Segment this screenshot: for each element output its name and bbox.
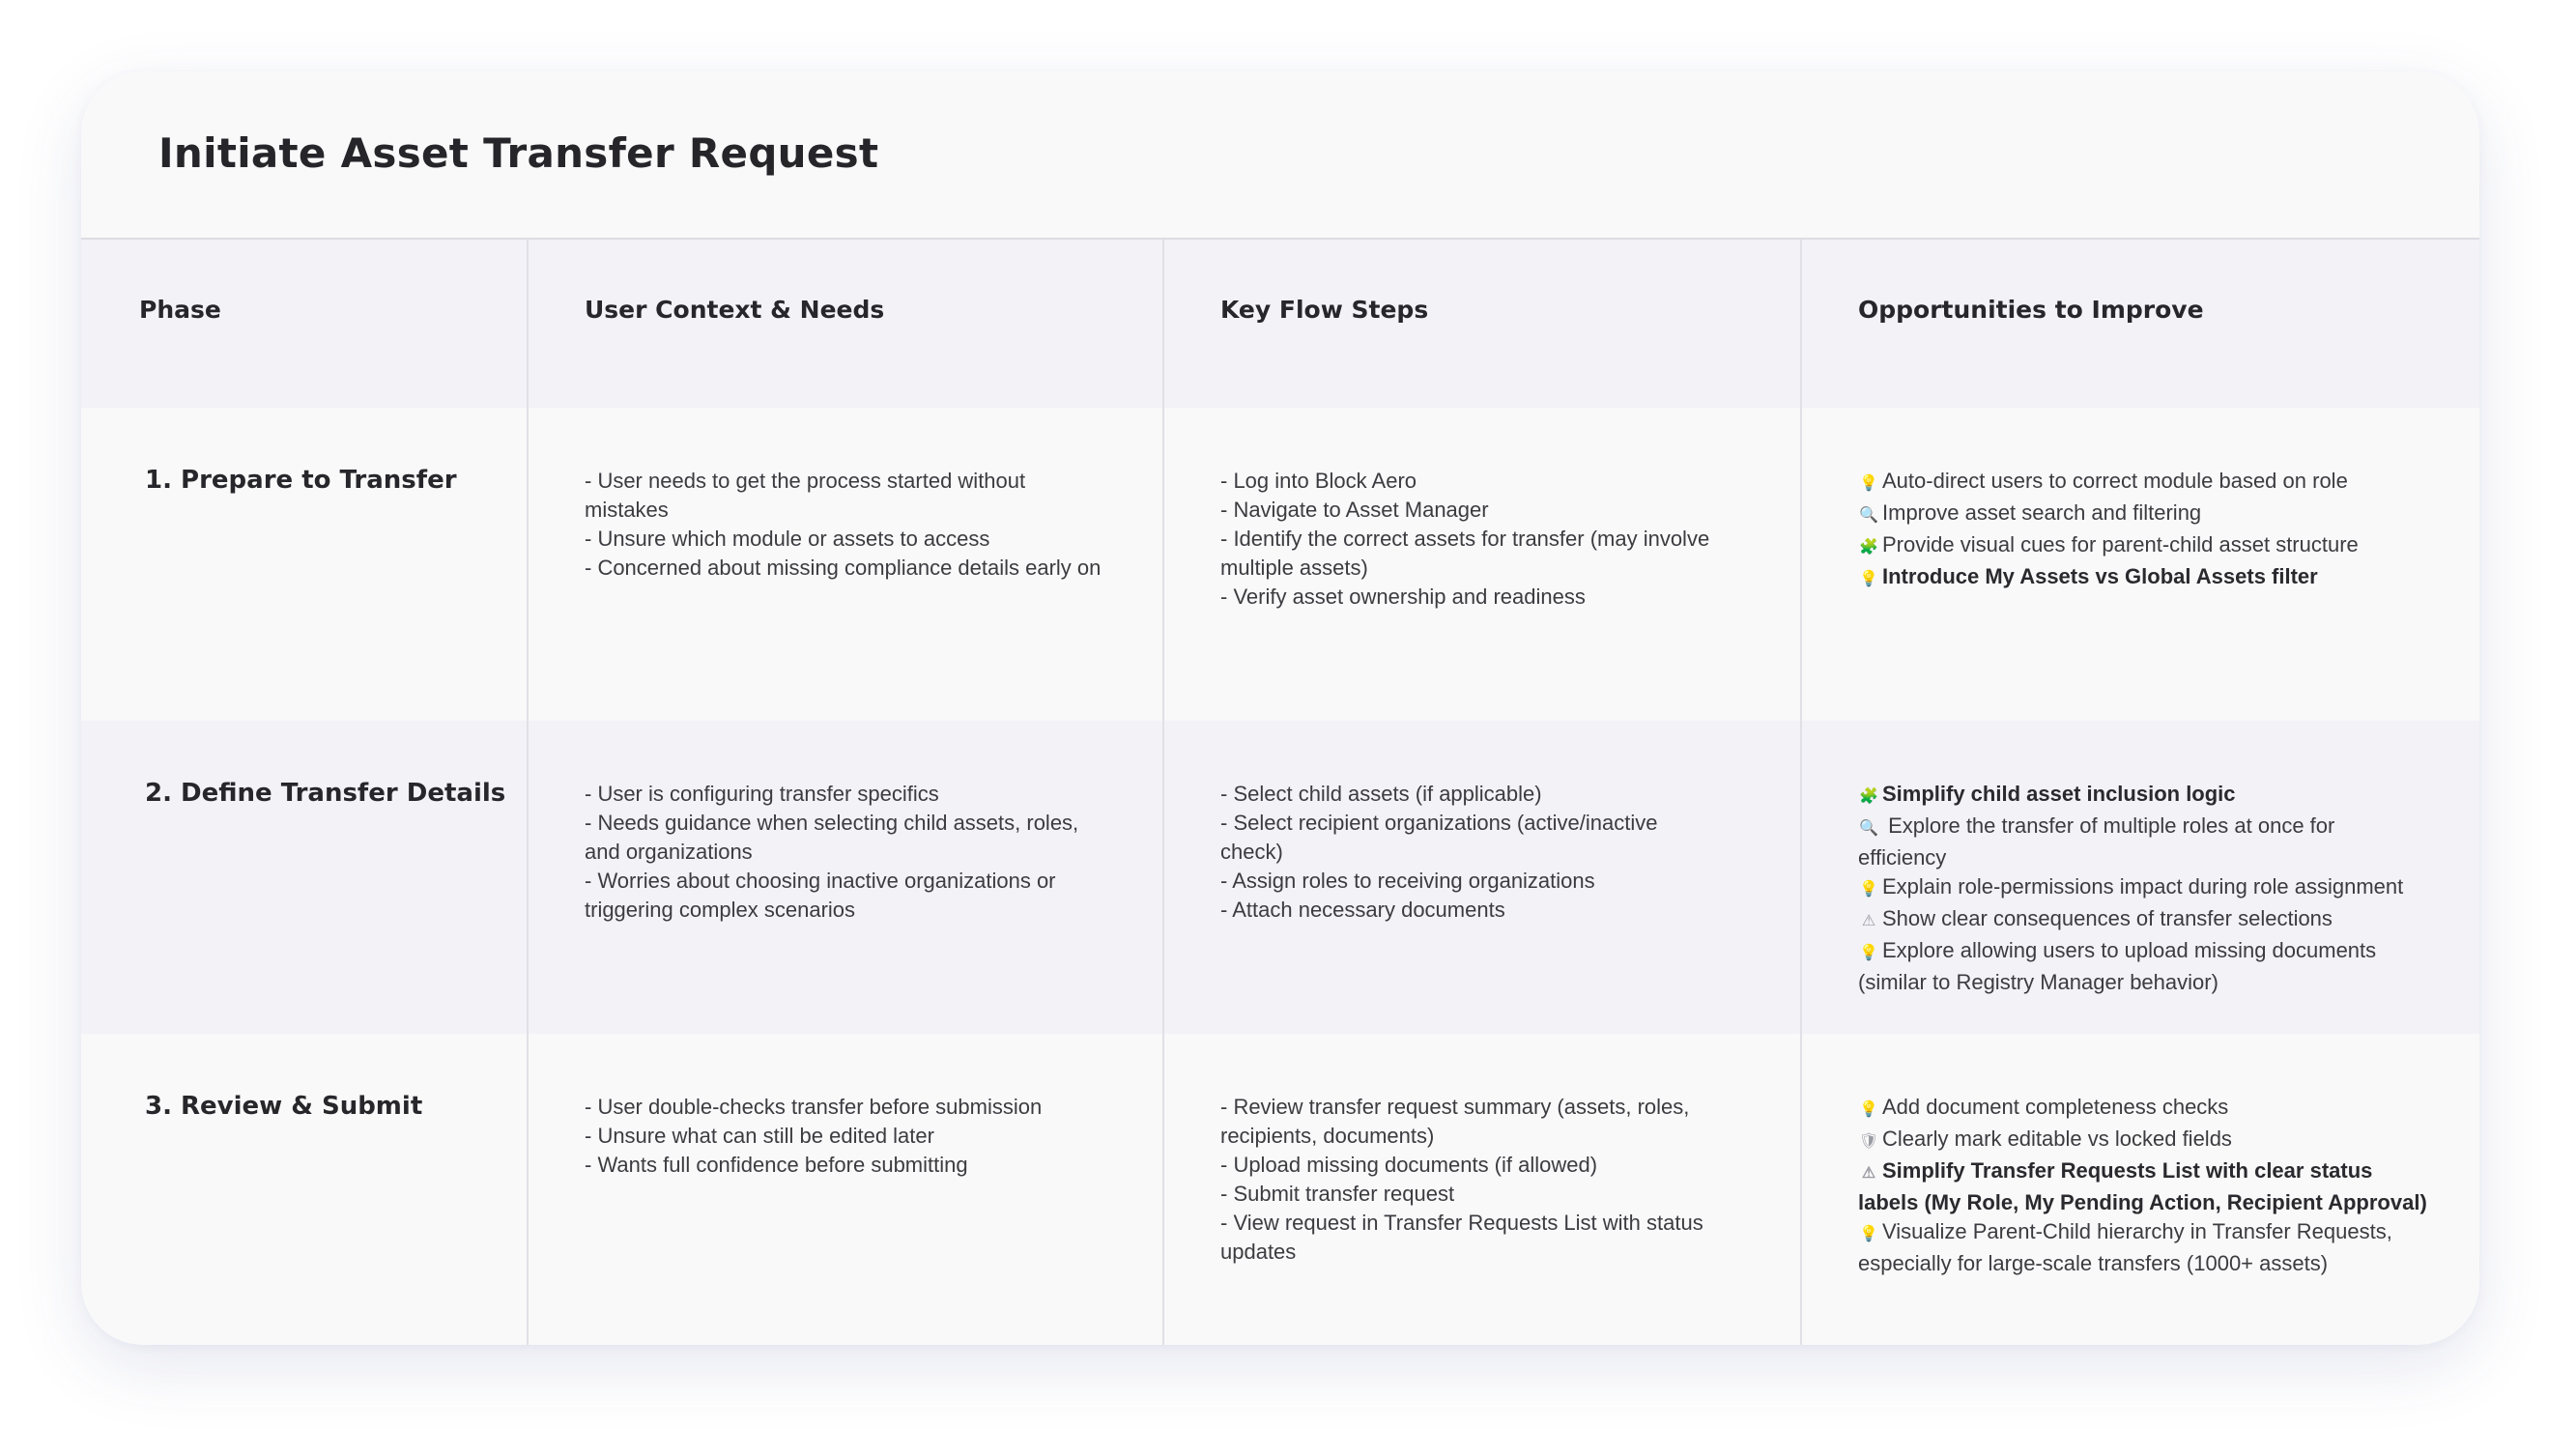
text-line: - Upload missing documents (if allowed) [1220,1153,1598,1177]
user-context-cell [585,780,1078,925]
text-line: - Log into Block Aero [1220,469,1417,493]
lightbulb-icon: 💡 [1859,1226,1878,1242]
warning-icon: ⚠ [1861,1165,1876,1182]
text-line: - User is configuring transfer specifics [585,782,939,806]
opportunity-item [1858,467,2359,499]
header-user-context: User Context & Needs [585,296,885,324]
text-line: - User needs to get the process started without [585,469,1026,493]
opportunity-text: Explain role-permissions impact during role assignment [1882,874,2404,899]
table-header-row [81,240,2479,408]
user-context-cell [585,467,1101,583]
journey-card [81,71,2479,1345]
key-flow-steps-cell [1220,467,1709,612]
page-title: Initiate Asset Transfer Request [158,129,879,177]
opportunity-item [1858,812,2403,843]
text-line: - Submit transfer request [1220,1182,1455,1206]
text-line: - Select child assets (if applicable) [1220,782,1542,806]
puzzle-icon: 🧩 [1859,539,1878,556]
opportunity-text: especially for large-scale transfers (1000+ assets) [1858,1251,2329,1275]
header-phase: Phase [139,296,221,324]
text-line: - Review transfer request summary (assets, roles, [1220,1095,1690,1119]
text-line: recipients, documents) [1220,1124,1435,1148]
phase-label: 2. Define Transfer Details [145,779,506,808]
opportunity-item [1858,499,2359,530]
opportunity-text: Improve asset search and filtering [1882,500,2202,525]
opportunity-text: Visualize Parent-Child hierarchy in Transfer Requests, [1882,1219,2392,1243]
opportunities-cell [1858,1093,2427,1278]
lightbulb-icon: 💡 [1859,945,1878,961]
opportunity-text: Add document completeness checks [1882,1095,2229,1119]
opportunity-text: Provide visual cues for parent-child asset structure [1882,532,2359,556]
text-line: - Assign roles to receiving organizations [1220,869,1595,893]
opportunities-cell [1858,467,2359,594]
text-line: - Unsure what can still be edited later [585,1124,934,1148]
text-line: - Concerned about missing compliance details early on [585,556,1102,580]
text-line: - User double-checks transfer before submission [585,1095,1043,1119]
magnifier-icon: 🔍 [1859,507,1878,524]
table-row [81,408,2479,721]
table-row [81,721,2479,1034]
opportunity-item [1858,1156,2427,1188]
opportunity-text: Explore the transfer of multiple roles at once for [1882,813,2335,838]
opportunity-text: Show clear consequences of transfer selections [1882,906,2333,930]
opportunity-item [1858,1249,2427,1278]
lightbulb-icon: 💡 [1859,571,1878,587]
text-line: - Verify asset ownership and readiness [1220,585,1586,609]
text-line: multiple assets) [1220,556,1368,580]
lightbulb-icon: 💡 [1859,475,1878,492]
title-area [81,71,2479,240]
text-line: - Unsure which module or assets to access [585,527,990,551]
opportunity-text: Simplify Transfer Requests List with clear status [1882,1158,2373,1183]
opportunity-item [1858,904,2403,936]
opportunity-text: efficiency [1858,845,1947,870]
column-divider [527,240,529,1345]
opportunity-item [1858,936,2403,968]
shield-icon: 🛡 [1858,1133,1879,1150]
text-line: mistakes [585,498,669,522]
journey-table [81,240,2479,1345]
opportunity-item [1858,530,2359,562]
phase-label: 1. Prepare to Transfer [145,466,457,495]
user-context-cell [585,1093,1042,1180]
lightbulb-icon: 💡 [1859,881,1878,898]
opportunity-text: Simplify child asset inclusion logic [1882,782,2236,806]
opportunity-item [1858,968,2403,997]
opportunity-text: Auto-direct users to correct module based on role [1882,469,2348,493]
opportunity-item [1858,872,2403,904]
opportunity-item [1858,1217,2427,1249]
opportunities-cell [1858,780,2403,997]
opportunity-item [1858,780,2403,812]
opportunity-item [1858,1093,2427,1125]
text-line: - Worries about choosing inactive organizations or [585,869,1056,893]
text-line: triggering complex scenarios [585,898,856,922]
text-line: check) [1220,840,1283,864]
text-line: - Select recipient organizations (active/inactive [1220,811,1658,835]
text-line: updates [1220,1240,1297,1264]
column-divider [1800,240,1802,1345]
opportunity-item [1858,1125,2427,1156]
header-key-flow-steps: Key Flow Steps [1220,296,1429,324]
header-opportunities: Opportunities to Improve [1858,296,2204,324]
opportunity-text: labels (My Role, My Pending Action, Recipient Approval) [1858,1190,2427,1214]
puzzle-icon: 🧩 [1859,788,1878,805]
opportunity-text: Introduce My Assets vs Global Assets filter [1882,564,2318,588]
text-line: - View request in Transfer Requests List with status [1220,1211,1703,1235]
magnifier-icon: 🔍 [1859,820,1878,837]
text-line: - Identify the correct assets for transfer (may involve [1220,527,1710,551]
warning-icon: ⚠ [1861,913,1876,929]
phase-label: 3. Review & Submit [145,1092,423,1121]
text-line: - Wants full confidence before submitting [585,1153,968,1177]
opportunity-item [1858,843,2403,872]
opportunity-item [1858,562,2359,594]
column-divider [1162,240,1164,1345]
opportunity-text: (similar to Registry Manager behavior) [1858,970,2218,994]
text-line: - Attach necessary documents [1220,898,1505,922]
text-line: - Navigate to Asset Manager [1220,498,1489,522]
key-flow-steps-cell [1220,780,1657,925]
text-line: - Needs guidance when selecting child assets, roles, [585,811,1079,835]
table-row [81,1034,2479,1345]
lightbulb-icon: 💡 [1859,1101,1878,1118]
opportunity-text: Explore allowing users to upload missing documents [1882,938,2377,962]
text-line: and organizations [585,840,753,864]
opportunity-text: Clearly mark editable vs locked fields [1882,1127,2232,1151]
key-flow-steps-cell [1220,1093,1703,1267]
opportunity-item [1858,1188,2427,1217]
